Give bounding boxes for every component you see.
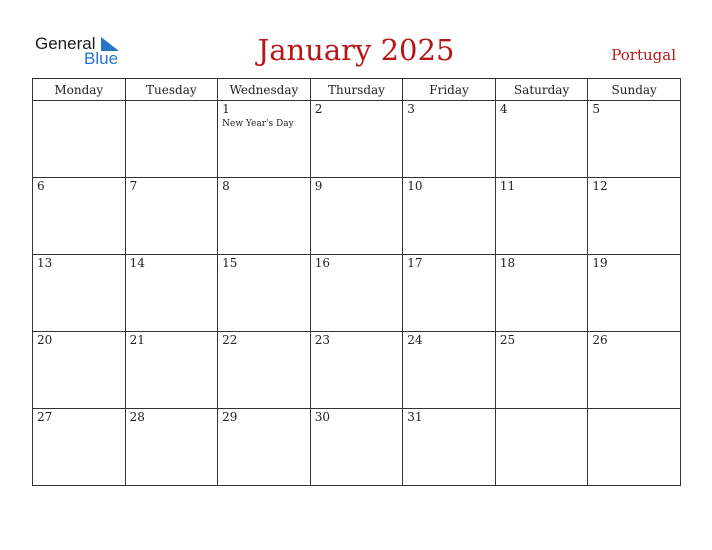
day-number: 8 — [222, 179, 230, 193]
calendar-body — [33, 101, 681, 486]
day-cell — [125, 255, 218, 332]
day-cell — [310, 332, 403, 409]
day-number: 7 — [129, 179, 138, 193]
day-number: 13 — [37, 256, 53, 270]
day-cell — [310, 101, 403, 178]
day-number: 19 — [592, 256, 608, 270]
logo-text-blue: Blue — [84, 49, 119, 68]
week-row — [33, 332, 681, 409]
day-number: 10 — [407, 179, 423, 193]
day-cell — [310, 178, 403, 255]
day-cell — [403, 332, 496, 409]
logo-text-general: General — [35, 34, 96, 53]
day-cell — [33, 255, 126, 332]
day-cell — [495, 255, 588, 332]
day-cell — [218, 178, 311, 255]
day-cell — [403, 178, 496, 255]
calendar-title: January 2025 — [257, 33, 455, 67]
day-number: 25 — [499, 333, 516, 347]
day-cell — [125, 101, 218, 178]
day-number: 1 — [222, 102, 230, 116]
day-number: 9 — [314, 179, 323, 193]
weekday-header: Friday — [403, 79, 496, 101]
day-cell — [588, 255, 681, 332]
day-number: 17 — [407, 256, 423, 270]
day-cell — [125, 178, 218, 255]
day-cell — [218, 409, 311, 486]
day-cell — [33, 101, 126, 178]
weekday-header: Saturday — [495, 79, 588, 101]
weekday-header-row — [33, 79, 681, 101]
day-cell — [310, 255, 403, 332]
day-number: 11 — [499, 179, 516, 193]
week-row — [33, 255, 681, 332]
day-cell — [495, 101, 588, 178]
day-number: 21 — [129, 333, 145, 347]
day-cell — [588, 178, 681, 255]
day-number: 15 — [222, 256, 238, 270]
day-cell — [495, 178, 588, 255]
day-cell — [33, 332, 126, 409]
day-number: 20 — [37, 333, 53, 347]
day-cell — [33, 178, 126, 255]
country-label: Portugal — [611, 46, 676, 64]
day-number: 28 — [129, 410, 145, 424]
day-cell — [33, 409, 126, 486]
week-row — [33, 101, 681, 178]
day-number: 16 — [314, 256, 330, 270]
weekday-header: Thursday — [310, 79, 403, 101]
day-cell — [495, 409, 588, 486]
day-number: 3 — [407, 102, 415, 116]
day-cell — [218, 101, 311, 178]
weekday-header: Monday — [33, 79, 126, 101]
day-number: 26 — [592, 333, 608, 347]
weekday-header: Tuesday — [125, 79, 218, 101]
week-row — [33, 178, 681, 255]
day-cell — [495, 332, 588, 409]
day-cell — [588, 409, 681, 486]
day-number: 22 — [222, 333, 238, 347]
day-number: 27 — [37, 410, 53, 424]
day-cell — [403, 409, 496, 486]
day-cell — [588, 332, 681, 409]
day-number: 5 — [592, 102, 601, 116]
day-number: 6 — [37, 179, 45, 193]
day-cell — [125, 409, 218, 486]
day-number: 30 — [314, 410, 330, 424]
day-number: 18 — [499, 256, 516, 270]
day-number: 23 — [314, 333, 330, 347]
day-number: 31 — [407, 410, 423, 424]
day-cell — [588, 101, 681, 178]
day-cell — [125, 332, 218, 409]
weekday-header: Wednesday — [218, 79, 311, 101]
day-number: 12 — [592, 179, 608, 193]
week-row — [33, 409, 681, 486]
day-number: 2 — [314, 102, 323, 116]
day-cell — [403, 255, 496, 332]
holiday-label: New Year's Day — [222, 119, 294, 129]
day-number: 4 — [499, 102, 508, 116]
calendar-grid — [32, 78, 681, 486]
day-cell — [403, 101, 496, 178]
day-cell — [218, 332, 311, 409]
day-number: 29 — [222, 410, 238, 424]
day-number: 24 — [407, 333, 423, 347]
day-cell — [310, 409, 403, 486]
weekday-header: Sunday — [588, 79, 681, 101]
day-number: 14 — [129, 256, 145, 270]
day-cell — [218, 255, 311, 332]
